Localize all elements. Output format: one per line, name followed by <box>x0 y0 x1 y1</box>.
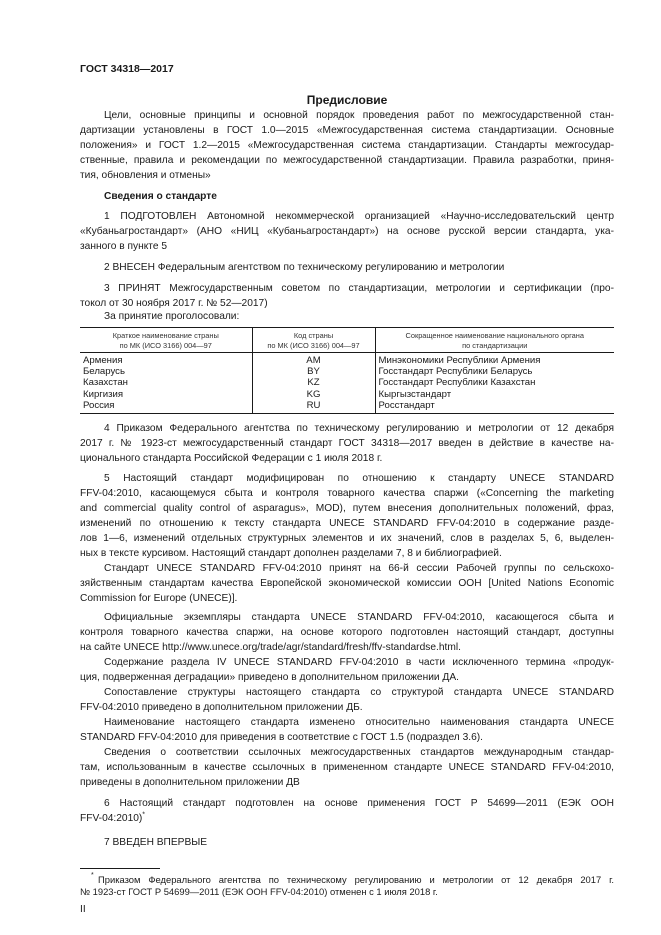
country-cell: Россия <box>80 400 252 414</box>
item-5-name-line: Наименование настоящего стандарта изменено относительно наименования стандарта UNECE <box>104 717 614 728</box>
item-1-line: «Кубаньагростандарт» (АНО «НИЦ «Кубаньагростандарт») на основе русской версии стандарта, ука- <box>80 226 614 237</box>
column-header-code: Код страны по МК (ИСО 3166) 004—97 <box>252 328 375 353</box>
intro-line: дартизации установлены в ГОСТ 1.0—2015 «Межгосударственная система стандартизации. Основные <box>80 125 614 136</box>
item-5-accepted-line: Стандарт UNECE STANDARD FFV-04:2010 принят на 66-й сессии Рабочей группы по сельскохо- <box>104 563 614 574</box>
country-cell: Киргизия <box>83 388 124 400</box>
item-1-line: 1 ПОДГОТОВЛЕН Автономной некоммерческой организацией «Научно-исследовательский центр <box>104 211 614 222</box>
body-cell: Кыргызстандарт <box>375 389 614 400</box>
item-5-section4-line: Содержание раздела IV UNECE STANDARD FFV-04:2010 в части исключенного термина «продук- <box>104 657 614 668</box>
footnote-line: Приказом Федерального агентства по техническому регулированию и метрологии от 12 декабря 2017 г. <box>98 874 614 885</box>
code-cell: AM <box>252 353 375 367</box>
item-5-refs-line: там, использованным в качестве ссылочных в примененном стандарте UNECE STANDARD FFV-04:2010, <box>80 762 614 773</box>
footnote-marker: * <box>91 871 94 879</box>
footnote-divider <box>80 868 160 869</box>
item-5-line: ных в тексте курсивом. Настоящий стандарт дополнен разделами 7, 8 и библиографией. <box>80 548 502 559</box>
body-cell: Госстандарт Республики Казахстан <box>375 377 614 388</box>
footnote-reference-marker: * <box>142 811 146 819</box>
intro-line: положения» и ГОСТ 1.2—2015 «Межгосударственная система стандартизации. Стандарты межгосудар- <box>80 140 614 151</box>
country-cell: Армения <box>83 355 123 366</box>
item-6-line: 6 Настоящий стандарт подготовлен на основе применения ГОСТ Р 54699—2011 (ЕЭК ООН <box>104 798 614 809</box>
table-row <box>80 366 614 377</box>
intro-line: ственные, правила и рекомендации по межгосударственной стандартизации. Правила разработки, приня- <box>80 155 614 166</box>
item-5-refs-line: Сведения о соответствии ссылочных межгосударственных стандартов международным стандар- <box>104 747 614 758</box>
intro-line: тия, обновления и отмены» <box>80 170 211 181</box>
footnote-line: № 1923-ст ГОСТ Р 54699—2011 (ЕЭК ООН FFV-04:2010) отменен с 1 июля 2018 г. <box>80 886 438 897</box>
table-row <box>80 353 614 367</box>
body-cell: Росстандарт <box>375 400 614 414</box>
code-cell: RU <box>252 400 375 414</box>
item-5-line: FFV-04:2010, касающемуся сбыта и контроля товарного качества спаржи («Concerning the marketing <box>80 488 614 499</box>
item-7: 7 ВВЕДЕН ВПЕРВЫЕ <box>104 837 208 848</box>
item-5-line: and commercial quality control of asparagus», MOD), путем внесения дополнительных положений, фраз, <box>80 503 614 514</box>
item-5-copies-line: контроля товарного качества спаржи, на основе которого подготовлен настоящий стандарт, доступны <box>80 627 614 638</box>
item-4-line: ционального стандарта Российской Федерации с 1 июля 2018 г. <box>80 453 383 464</box>
section-heading: Сведения о стандарте <box>104 191 217 202</box>
item-5-copies-line: Официальные экземпляры стандарта UNECE STANDARD FFV-04:2010, касающегося сбыта и <box>104 612 614 623</box>
code-cell: KZ <box>252 377 375 388</box>
item-5-line: 5 Настоящий стандарт модифицирован по отношению к стандарту UNECE STANDARD <box>104 473 614 484</box>
document-header-id: ГОСТ 34318—2017 <box>80 63 174 75</box>
column-header-country: Краткое наименование страны по МК (ИСО 3166) 004—97 <box>80 328 252 353</box>
item-5-structure-line: FFV-04:2010 приведено в дополнительном приложении ДБ. <box>80 702 363 713</box>
code-cell: BY <box>252 366 375 377</box>
country-cell: Казахстан <box>83 377 128 389</box>
body-cell: Минэкономики Республики Армения <box>375 353 614 367</box>
item-5-section4-line: ция, подверженная деградации» приведено в дополнительном приложении ДА. <box>80 672 459 683</box>
item-5-refs-line: приведены в дополнительном приложении ДВ <box>80 777 300 788</box>
item-5-line: лов 1—6, изменений отдельных структурных элементов и их значений, слов в разделах 5, 6, выделен- <box>80 533 614 544</box>
item-5-name-line: STANDARD FFV-04:2010 для приведения в соответствие с ГОСТ 1.5 (подраздел 3.6). <box>80 732 483 743</box>
code-cell: KG <box>252 389 375 400</box>
intro-line: Цели, основные принципы и основной порядок проведения работ по межгосударственной стан- <box>104 110 614 121</box>
item-6-line: FFV-04:2010)* <box>80 811 146 824</box>
table-header-row <box>80 328 614 353</box>
voting-countries-table <box>80 327 614 414</box>
table-row <box>80 389 614 400</box>
item-3-line: токол от 30 ноября 2017 г. № 52—2017) <box>80 298 268 309</box>
item-4-line: 2017 г. № 1923-ст межгосударственный стандарт ГОСТ 34318—2017 введен в действие в качестве на- <box>80 438 614 449</box>
item-5-accepted-line: зяйственным стандартам качества Европейской экономической комиссии ООН [United Nations Economic <box>80 578 614 589</box>
item-2: 2 ВНЕСЕН Федеральным агентством по техническому регулированию и метрологии <box>104 262 505 273</box>
item-5-line: изменений по отношению к тексту стандарта UNECE STANDARD FFV-04:2010 в содержание разде- <box>80 518 614 529</box>
item-5-copies-line: на сайте UNECE http://www.unece.org/trade/agr/standard/fresh/ffv-standardse.html. <box>80 642 461 653</box>
table-row <box>80 400 614 414</box>
body-cell: Госстандарт Республики Беларусь <box>375 366 614 377</box>
page-title: Предисловие <box>306 93 388 107</box>
item-3-line: 3 ПРИНЯТ Межгосударственным советом по стандартизации, метрологии и сертификации (про- <box>104 283 614 294</box>
table-row <box>80 377 614 388</box>
country-cell: Беларусь <box>83 366 125 378</box>
item-4-line: 4 Приказом Федерального агентства по техническому регулированию и метрологии от 12 декабря <box>104 423 614 434</box>
column-header-body: Сокращенное наименование национального органа по стандартизации <box>375 328 614 353</box>
item-5-accepted-line: Commission for Europe (UNECE)]. <box>80 593 238 604</box>
item-1-line: занного в пункте 5 <box>80 241 168 252</box>
voted-label: За принятие проголосовали: <box>104 311 240 322</box>
item-5-structure-line: Сопоставление структуры настоящего стандарта со структурой стандарта UNECE STANDARD <box>104 687 614 698</box>
page-number: II <box>80 904 86 915</box>
